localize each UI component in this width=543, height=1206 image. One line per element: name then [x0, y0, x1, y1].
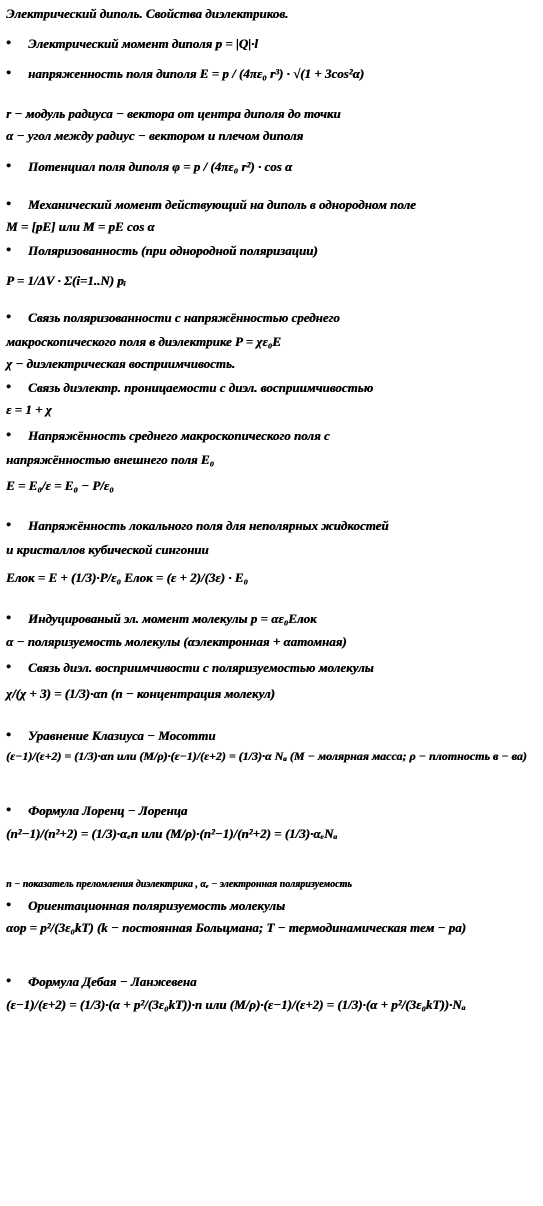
text-line: χ/(χ + 3) = (1/3)·αn (n − концентрация молекул)	[6, 686, 275, 701]
bullet-item: • Механический момент действующий на диполь в однородном поле	[6, 197, 416, 213]
bullet-item: • Индуцированый эл. момент молекулы p = αε₀Eлок	[6, 611, 317, 627]
bullet-item: • Потенциал поля диполя φ = p / (4πε₀ r²) · cos α	[6, 159, 292, 175]
bullet-item: • Формула Лоренц − Лоренца	[6, 803, 187, 819]
text-line: макроскопического поля в диэлектрике P = χε₀E	[6, 334, 281, 349]
text-line: α − поляризуемость молекулы (αэлектронная + αатомная)	[6, 634, 347, 649]
text-line: Eлок = E + (1/3)·P/ε₀ Eлок = (ε + 2)/(3ε) · E₀	[6, 570, 248, 585]
text-line: αор = p²/(3ε₀kT) (k − постоянная Больцмана; T − термодинамическая тем − ра)	[6, 920, 466, 935]
text-line: α − угол между радиус − вектором и плечом диполя	[6, 128, 304, 143]
bullet-item: • Связь поляризованности с напряжённостью среднего	[6, 310, 340, 326]
bullet-item: • Напряжённость локального поля для неполярных жидкостей	[6, 518, 389, 534]
bullet-item: • Связь диэлектр. проницаемости с диэл. восприимчивостью	[6, 380, 373, 396]
text-line: r − модуль радиуса − вектора от центра диполя до точки	[6, 106, 341, 121]
bullet-item: • Уравнение Клазиуса − Мосотти	[6, 728, 215, 744]
bullet-item: • Поляризованность (при однородной поляризации)	[6, 243, 318, 259]
text-line: χ − диэлектрическая восприимчивость.	[6, 356, 236, 371]
bullet-item: • Ориентационная поляризуемость молекулы	[6, 898, 285, 914]
text-line: (ε−1)/(ε+2) = (1/3)·(α + p²/(3ε₀kT))·n или (M/ρ)·(ε−1)/(ε+2) = (1/3)·(α + p²/(3ε₀kT))·Nₐ	[6, 997, 466, 1012]
text-line: E = E₀/ε = E₀ − P/ε₀	[6, 478, 114, 493]
bullet-item: • Формула Дебая − Ланжевена	[6, 974, 196, 990]
text-line: M = [pE] или M = pE cos α	[6, 219, 155, 234]
bullet-item: • напряженность поля диполя E = p / (4πε₀ r³) · √(1 + 3cos²α)	[6, 66, 364, 82]
bullet-item: • Связь диэл. восприимчивости с поляризуемостью молекулы	[6, 660, 374, 676]
text-line: P = 1/ΔV · Σ(i=1..N) pᵢ	[6, 273, 126, 288]
text-line: ε = 1 + χ	[6, 402, 52, 417]
text-line: напряжённостью внешнего поля E₀	[6, 452, 215, 467]
bullet-item: • Напряжённость среднего макроскопического поля с	[6, 428, 330, 444]
footnote-line: n − показатель преломления диэлектрика , αₑ − электронная поляризуемость	[6, 879, 352, 890]
text-line: (ε−1)/(ε+2) = (1/3)·αn или (M/ρ)·(ε−1)/(ε+2) = (1/3)·α Nₐ (M − молярная масса; ρ − плотность в − ва)	[6, 749, 527, 763]
bullet-item: • Электрический момент диполя p = |Q|·l	[6, 36, 258, 52]
text-line: (n²−1)/(n²+2) = (1/3)·αₑn или (M/ρ)·(n²−1)/(n²+2) = (1/3)·αₑNₐ	[6, 826, 338, 841]
text-line: и кристаллов кубической сингонии	[6, 542, 209, 557]
document-title: Электрический диполь. Свойства диэлектриков.	[6, 6, 289, 21]
